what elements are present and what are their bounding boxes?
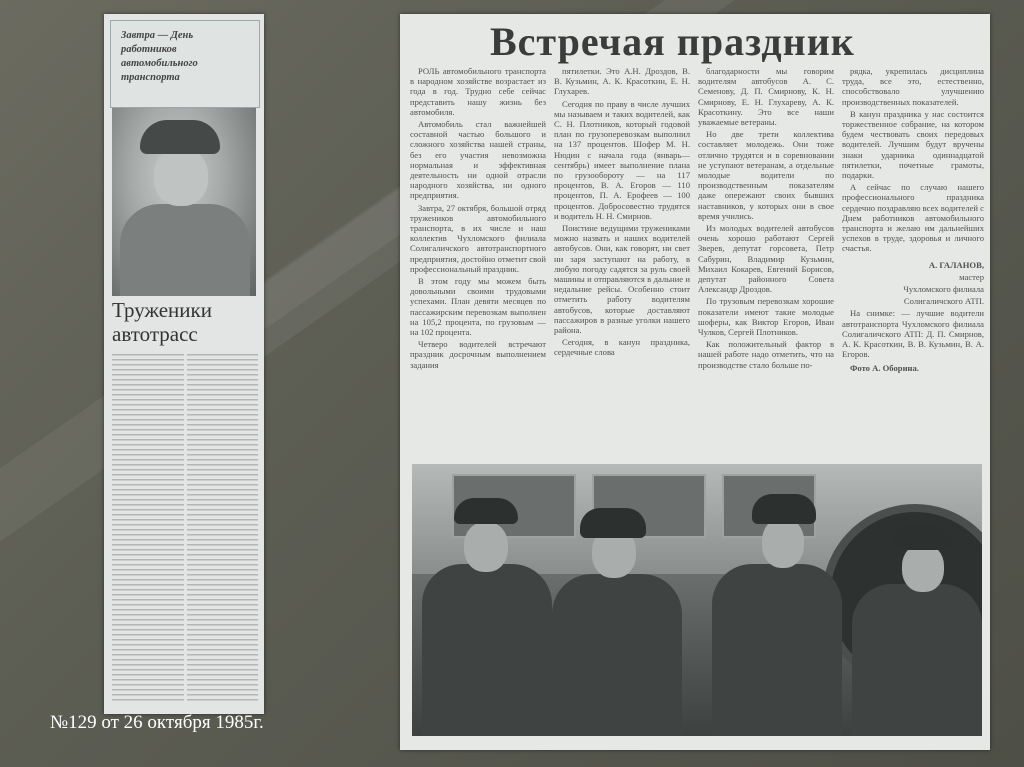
paragraph: рядка, укрепилась дисциплина труда, все это, естественно, способствовало улучшению производственных показателей. (842, 66, 984, 107)
portrait-face (154, 148, 208, 206)
author-title: Чухломского филиала (903, 284, 984, 295)
driver-figure (552, 574, 682, 736)
paragraph: Из молодых водителей автобусов очень хорошо работают Сергей Зверев, депутат горсовета, Петр Сабурин, Владимир Кузьмин, Михаил Кокарев, Евгений Борисов, депутат районного Совета Александр Дроздов. (698, 223, 834, 295)
paragraph: благодарности мы говорим водителям автобусов А. С. Семенову, Д. П. Смирнову, К. Н. Смирнову, Е. Н. Глухареву, А. К. Красоткину. Это все наши уважаемые ветераны. (698, 66, 834, 128)
driver-hat (890, 526, 952, 550)
article-column-4 (842, 66, 984, 464)
driver-figure (712, 564, 842, 736)
photo-credit: Фото А. Оборина. (850, 363, 919, 374)
driver-hat (580, 508, 646, 538)
driver-face (464, 522, 508, 572)
paragraph: Сегодня, в канун праздника, сердечные слова (554, 337, 690, 358)
column-divider (184, 354, 187, 704)
driver-hat (752, 494, 816, 524)
paragraph: Но две трети коллектива составляет молодежь. Они тоже отлично трудятся и в соревновании не уступают ветеранам, а отдельные молодые водители по производственным показателям даже опережают своих бывших наставников, у которых они в свое время учились. (698, 129, 834, 221)
author-title: мастер (959, 271, 984, 282)
paragraph: пятилетки. Это А.Н. Дроздов, В. В. Кузьмин, А. К. Красоткин, Е. Н. Глухарев. (554, 66, 690, 97)
photo-note: На снимке: — лучшие водители автотранспорта Чухломского филиала Солигаличского АТП: Д. П. Смирнов, А. К. Красоткин, В. В. Кузьмин, В. А. Егоров. (842, 308, 984, 360)
left-clipping-header-box (110, 20, 260, 108)
article-headline: Встречая праздник (490, 19, 855, 64)
left-newspaper-clipping (104, 14, 264, 714)
article-column-3 (698, 66, 834, 464)
portrait-photo (112, 108, 256, 296)
article-body (410, 66, 984, 464)
driver-figure (852, 584, 982, 736)
paragraph: Поистине ведущими тружениками можно назвать и наших водителей автобусов. Они, как говорят, ни свет ни заря заступают на работу, в любую погоду садятся за руль своей машины и отправляются в дальние и недальние рейсы. Особенно стоит отметить работу водителям автобусов, которые доставляют пассажиров в разные уголки нашего района. (554, 223, 690, 336)
driver-figure (422, 564, 552, 736)
portrait-hat (140, 120, 220, 154)
author-title: Солигаличского АТП. (903, 296, 984, 307)
paragraph: Автомобиль стал важнейшей составной частью большого и сложного хозяйства нашей страны, без его участия невозможна нормальная и эффективная деятельность ни одной отрасли народного хозяйства, ни одного предприятия. (410, 119, 546, 201)
article-column-2 (554, 66, 690, 464)
driver-face (762, 518, 804, 568)
paragraph: Сегодня по праву в числе лучших мы называем и таких водителей, как С. Н. Плотников, который годовой план по грузоперевозкам выполнил на 137 процентов. Шофер М. Н. Нюдин с начала года (январь—сентябрь) имеет выполнение плана по грузообороту — на 117 процентов, В. А. Егоров — 110 процентов, П. А. Ерофеев — 100 процентов. Добросовестно трудятся и водитель Н. Н. Смирнов. (554, 98, 690, 221)
portrait-body (120, 204, 250, 296)
paragraph: В канун праздника у нас состоится торжественное собрание, на котором будем чествовать своих передовых водителей. Лучшим будут вручены знаки ударника одиннадцатой пятилетки, почетные грамоты, подарки. (842, 108, 984, 181)
paragraph: РОЛЬ автомобильного транспорта в народном хозяйстве возрастает из года в год. Трудно себе сейчас представить нашу жизнь без автомобиля. (410, 66, 546, 117)
paragraph: Как положительный фактор в нашей работе надо отметить, что на производстве стало больше по- (698, 339, 834, 370)
driver-hat (454, 498, 518, 524)
issue-caption: №129 от 26 октября 1985г. (50, 712, 264, 733)
right-newspaper-clipping (400, 14, 990, 750)
paragraph: По трузовым перевозкам хорошие показатели имеют такие молодые шоферы, как Виктор Егоров, Иван Чулков, Сергей Плотников. (698, 296, 834, 338)
drivers-group-photo (412, 464, 982, 736)
paragraph: В этом году мы можем быть довольными своими трудовыми успехами. План девяти месяцев по пассажирским перевозкам выполнен на 105,2 процента, по грузовым — на 102 процента. (410, 276, 546, 338)
paragraph: Завтра, 27 октября, большой отряд тружеников автомобильного транспорта, в их числе и наш коллектив Чухломского филиала Солигаличского автотранспортного предприятия, достойно отметит свой профессиональный праздник. (410, 202, 546, 274)
paragraph: А сейчас по случаю нашего профессионального праздника сердечно поздравляю всех водителей с Днем работников автомобильного транспорта и желаю им дальнейших успехов в труде, здоровья и личного счастья. (842, 182, 984, 254)
left-clipping-header: Завтра — День работников автомобильного транспорта (121, 30, 198, 83)
left-clipping-title: Труженики автотрасс (112, 298, 212, 346)
author-signature: А. ГАЛАНОВ, (928, 259, 984, 270)
driver-face (902, 544, 944, 592)
paragraph: Четверо водителей встречают праздник досрочным выполнением задания (410, 339, 546, 370)
article-column-1 (410, 66, 546, 464)
